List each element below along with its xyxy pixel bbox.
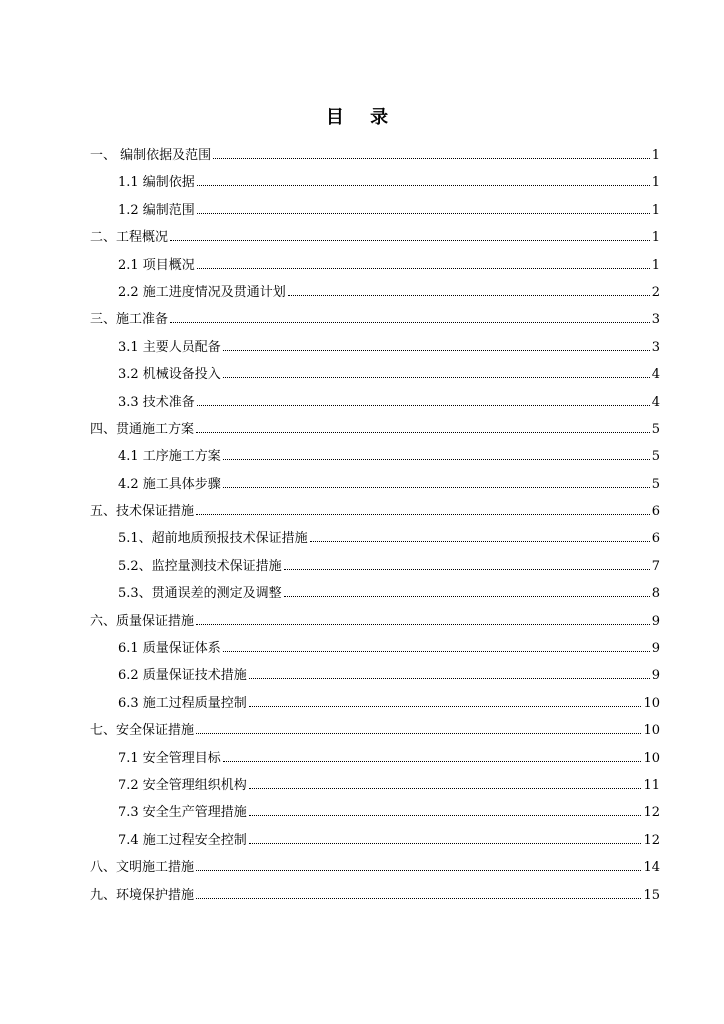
toc-subsection-entry[interactable] [90,525,660,552]
toc-section-entry[interactable] [90,608,660,635]
toc-subsection-entry[interactable] [90,389,660,416]
dot-leader [284,596,650,597]
toc-entry-label: 7.2 安全管理组织机构 [118,777,247,793]
toc-page-number: 4 [651,394,660,410]
toc-section-entry[interactable] [90,306,660,333]
dot-leader [196,898,641,899]
toc-page-number: 9 [651,668,660,684]
dot-leader [196,514,650,515]
toc-subsection-entry[interactable] [90,361,660,388]
toc-page-number: 5 [651,421,660,437]
toc-entry-label: 九、环境保护措施 [90,887,195,903]
toc-page-number: 4 [651,367,660,383]
dot-leader [197,213,650,214]
dot-leader [170,322,650,323]
toc-entry-label: 二、工程概况 [90,230,169,246]
toc-page-number: 10 [643,695,660,711]
toc-entry-label: 5.2、监控量测技术保证措施 [118,558,282,574]
toc-entry-label: 八、文明施工措施 [90,860,195,876]
toc-entry-label: 3.3 技术准备 [118,394,195,410]
dot-leader [249,678,650,679]
dot-leader [196,870,641,871]
dot-leader [249,706,642,707]
toc-entry-label: 5.1、超前地质预报技术保证措施 [118,531,308,547]
toc-entry-label: 6.2 质量保证技术措施 [118,668,247,684]
toc-entry-label: 4.2 施工具体步骤 [118,476,221,492]
dot-leader [223,459,650,460]
toc-entry-label: 7.3 安全生产管理措施 [118,805,247,821]
dot-leader [284,569,650,570]
toc-subsection-entry[interactable] [90,252,660,279]
toc-section-entry[interactable] [90,717,660,744]
dot-leader [288,295,650,296]
toc-entry-label: 3.1 主要人员配备 [118,339,221,355]
toc-subsection-entry[interactable] [90,279,660,306]
toc-entry-label: 1.2 编制范围 [118,202,195,218]
dot-leader [223,761,642,762]
dot-leader [197,268,650,269]
toc-page-number: 1 [651,148,660,163]
toc-entry-label: 1.1 编制依据 [118,175,195,191]
toc-entry-label: 7.4 施工过程安全控制 [118,832,247,848]
toc-subsection-entry[interactable] [90,169,660,196]
toc-subsection-entry[interactable] [90,690,660,717]
toc-page-number: 1 [651,257,660,273]
dot-leader [223,377,650,378]
dot-leader [170,240,650,241]
toc-entry-label: 5.3、贯通误差的测定及调整 [118,586,282,602]
toc-entry-label: 三、施工准备 [90,312,169,328]
page-title: 目 录 [325,107,399,128]
toc-subsection-entry[interactable] [90,662,660,689]
dot-leader [249,843,642,844]
toc-entry-label: 2.1 项目概况 [118,257,195,273]
toc-page-number: 6 [651,504,660,520]
toc-subsection-entry[interactable] [90,471,660,498]
toc-page-number: 1 [651,175,660,191]
toc-subsection-entry[interactable] [90,580,660,607]
toc-subsection-entry[interactable] [90,334,660,361]
toc-page-number: 3 [651,312,660,328]
toc-page-number: 14 [643,860,660,876]
toc-entry-label: 6.3 施工过程质量控制 [118,695,247,711]
toc-subsection-entry[interactable] [90,799,660,826]
toc-page-number: 5 [651,476,660,492]
toc-entry-label: 五、技术保证措施 [90,504,195,520]
toc-entry-label: 7.1 安全管理目标 [118,750,221,766]
toc-subsection-entry[interactable] [90,635,660,662]
dot-leader [197,405,650,406]
toc-page-number: 1 [651,202,660,218]
toc-page-number: 1 [651,230,660,246]
toc-section-entry[interactable] [90,416,660,443]
toc-subsection-entry[interactable] [90,827,660,854]
toc-subsection-entry[interactable] [90,553,660,580]
toc-section-entry[interactable] [90,854,660,881]
dot-leader [213,158,650,159]
toc-entry-label: 四、贯通施工方案 [90,421,195,437]
toc-subsection-entry[interactable] [90,745,660,772]
toc-page-number: 11 [643,777,660,793]
toc-subsection-entry[interactable] [90,197,660,224]
toc-section-entry[interactable] [90,224,660,251]
dot-leader [196,432,650,433]
toc-subsection-entry[interactable] [90,772,660,799]
toc-entry-label: 6.1 质量保证体系 [118,641,221,657]
toc-entry-label: 七、安全保证措施 [90,723,195,739]
toc-page-number: 2 [651,284,660,300]
toc-entry-label: 2.2 施工进度情况及贯通计划 [118,284,286,300]
toc-page-number: 6 [651,531,660,547]
dot-leader [249,788,642,789]
toc-entry-label: 六、质量保证措施 [90,613,195,629]
toc-page-number: 5 [651,449,660,465]
toc-page-number: 10 [643,723,660,739]
toc-page-number: 9 [651,613,660,629]
dot-leader [223,651,650,652]
toc-subsection-entry[interactable] [90,443,660,470]
dot-leader [310,541,650,542]
toc-entry-label: 4.1 工序施工方案 [118,449,221,465]
toc-page-number: 9 [651,641,660,657]
toc-entry-label: 3.2 机械设备投入 [118,367,221,383]
dot-leader [196,733,641,734]
toc-page-number: 3 [651,339,660,355]
dot-leader [249,815,642,816]
toc-page-number: 15 [643,887,660,903]
toc-page-number: 12 [643,805,660,821]
toc-section-entry[interactable] [90,142,660,169]
table-of-contents [90,142,660,909]
toc-entry-label: 一、 编制依据及范围 [90,148,212,163]
toc-section-entry[interactable] [90,498,660,525]
toc-page-number: 8 [651,586,660,602]
dot-leader [223,487,650,488]
toc-page-number: 12 [643,832,660,848]
dot-leader [197,185,650,186]
toc-section-entry[interactable] [90,882,660,909]
dot-leader [196,624,650,625]
dot-leader [223,350,650,351]
toc-page-number: 10 [643,750,660,766]
toc-page-number: 7 [651,558,660,574]
